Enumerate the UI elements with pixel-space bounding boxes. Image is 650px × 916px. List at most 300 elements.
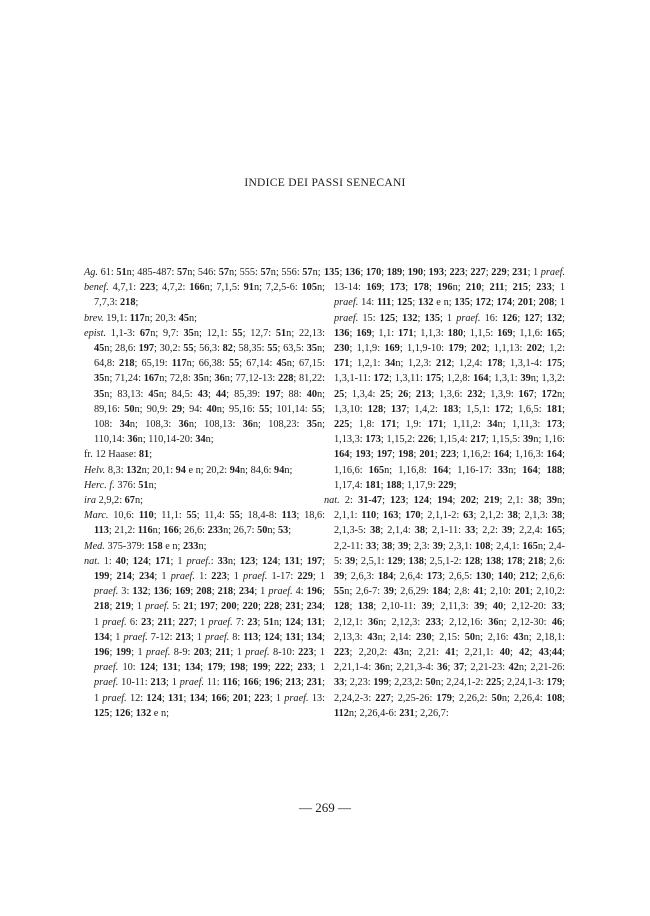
page-ref: 38 <box>551 510 563 522</box>
page-ref: 169 <box>356 327 372 339</box>
page-ref: 108 <box>546 692 563 704</box>
page-ref: 132 <box>546 312 563 324</box>
page-ref: 51 <box>116 267 127 278</box>
page-ref: 201 <box>514 586 531 598</box>
page-ref: 165 <box>522 540 538 552</box>
page-ref: 166 <box>163 525 179 537</box>
page-ref: 213 <box>285 677 301 689</box>
page-number: — 269 — <box>299 800 351 815</box>
page-ref: 39 <box>421 601 432 613</box>
work-abbreviation: praef. <box>334 312 359 324</box>
page-ref: 213 <box>175 631 191 643</box>
page-ref: 36 <box>437 662 448 674</box>
page-ref: 33 <box>334 677 345 689</box>
index-entry: Herc. f. 376: 51n; <box>84 479 157 491</box>
page-ref: 232 <box>467 388 483 400</box>
page-ref: 33 <box>465 525 476 537</box>
page-ref: 57 <box>302 267 313 278</box>
page-ref: 67 <box>139 327 151 339</box>
page-ref: 173 <box>365 434 381 446</box>
page-ref: 164 <box>522 464 538 476</box>
work-abbreviation: praef. <box>204 631 230 643</box>
page-ref: 219 <box>484 495 500 507</box>
page-ref: 126 <box>501 312 518 324</box>
page-ref: 179 <box>448 343 464 355</box>
work-abbreviation: praef. <box>123 631 148 643</box>
work-abbreviation: nat. <box>84 555 100 567</box>
page-ref: 34 <box>195 434 206 446</box>
page-ref: 179 <box>207 662 223 674</box>
page-ref: 55 <box>267 343 278 355</box>
page-ref: 42 <box>508 662 519 674</box>
page-ref: 43 <box>197 388 208 400</box>
page-title: INDICE DEI PASSI SENECANI <box>244 177 406 189</box>
page-ref: 220 <box>242 601 258 613</box>
page-ref: 184 <box>377 571 394 583</box>
page-ref: 55 <box>334 586 345 598</box>
page-ref: 34 <box>119 419 130 431</box>
page-ref: 134 <box>189 692 206 704</box>
page-ref: 190 <box>407 267 424 278</box>
page-ref: 212 <box>519 571 536 583</box>
page-ref: 173 <box>389 282 406 294</box>
page-ref: 44 <box>551 647 563 659</box>
page-ref: 110 <box>138 510 154 522</box>
page-ref: 165 <box>546 525 563 537</box>
index-entry: Marc. 10,6: 110; 11,1: 55; 11,4: 55; 18,4-8: 113; 18,6: 113; 21,2: 116n; 166; 26,6: 233n; 26,7: 50n; 53; <box>84 510 325 537</box>
page-ref: 215 <box>512 282 529 294</box>
page-ref: 129 <box>387 555 403 567</box>
page-ref: 164 <box>546 449 563 461</box>
page-ref: 166 <box>189 282 205 294</box>
page-ref: 229 <box>297 571 313 583</box>
page-ref: 178 <box>506 555 523 567</box>
work-abbreviation: praef. <box>94 662 119 674</box>
page-ref: 212 <box>436 358 452 370</box>
page-ref: 183 <box>442 403 459 415</box>
page-ref: 223 <box>211 571 227 583</box>
page-ref: 45 <box>148 388 159 400</box>
index-entry: brev. 19,1: 117n; 20,3: 45n; <box>84 312 198 324</box>
page-ref: 223 <box>298 647 314 659</box>
page-ref: 51 <box>263 616 274 628</box>
page-ref: 128 <box>464 555 480 567</box>
page-ref: 175 <box>425 373 442 385</box>
page-ref: 39 <box>397 540 409 552</box>
page-ref: 196 <box>306 586 323 598</box>
work-abbreviation: praef. <box>284 692 309 704</box>
page-ref: 91 <box>243 282 254 294</box>
page-ref: 112 <box>334 707 349 719</box>
work-abbreviation: Herc. f. <box>84 479 115 491</box>
page-ref: 124 <box>264 631 280 643</box>
index-entry: benef. 4,7,1: 223; 4,7,2: 166n; 7,1,5: 91n; 7,2,5-6: 105n; 7,7,3: 218; <box>84 282 325 309</box>
page-ref: 193 <box>428 267 444 278</box>
page-ref: 23 <box>141 616 152 628</box>
page-ref: 42 <box>519 647 530 659</box>
page-ref: 44 <box>215 388 227 400</box>
page-ref: 223 <box>334 647 350 659</box>
page-ref: 226 <box>417 434 434 446</box>
index-entry: epist. 1,1-3: 67n; 9,7: 35n; 12,1: 55; 12,7: 51n; 22,13: 45n; 28,6: 197; 30,2: 55; 56,3: 82; 58,35: 55; 63,5: 35n; 64,8: 218; 65,19: 117n; 66,38: 55; 67,14: 45n; 67,15: 35n; 71,24: 167n; 72,8: 35n; 36n; 77,12-13: 228; 81,22: 35n; 83,13: 45n; 84,5: 43; 44; 85,39: 197; 88: 40n; 89,16: 50n; 90,9: 29; 94: 40n; 95,16: 55; 101,14: 55; 108: 34n; 108,3: 36n; 108,13: 36n; 108,23: 35n; 110,14: 36n; 110,14-20: 34n; <box>84 327 326 446</box>
page-ref: 111 <box>377 297 392 309</box>
index-entry: Med. 375-379: 158 e n; 233n; <box>84 540 207 552</box>
index-entry: nat. 2: 31-47; 123; 124; 194; 202; 219; 2,1: 38; 39n; 2,1,1: 110; 163; 170; 2,1,1-2: 63; 2,1,2: 38; 2,1,3: 38; 2,1,3-5: 38; 2,1,4: 38; 2,1-11: 33; 2,2: 39; 2,2,4: 165; 2,2-11: 33; 38; 39; 2,3: 39; 2,3,1: 108; 2,4,1: 165n; 2,4-5: 39; 2,5,1: 129; 138; 2,5,1-2: 128; 138; 178; 218; 2,6: 39; 2,6,3: 184; 2,6,4: 173; 2,6,5: 130; 140; 212; 2,6,6: 55n; 2,6-7: 39; 2,6,29: 184; 2,8: 41; 2,10: 201; 2,10,2: 128; 138; 2,10-11: 39; 2,11,3: 39; 40; 2,12-20: 33; 2,12,1: 36n; 2,12,3: 233; 2,12,16: 36n; 2,12-30: 46; 2,13,3: 43n; 2,14: 230; 2,15: 50n; 2,16: 43n; 2,18,1: 223; 2,20,2: 43n; 2,21: 41; 2,21,1: 40; 42; 43;44; 2,21,1-4: 36n; 2,21,3-4: 36; 37; 2,21-23: 42n; 2,21-26: 33; 2,23: 199; 2,23,2: 50n; 2,24,1-2: 225; 2,24,1-3: 179; 2,24,2-3: 227; 2,25-26: 179; 2,26,2: 50n; 2,26,4: 108; 112n; 2,26,4-6: 231; 2,26,7: <box>324 495 566 719</box>
page-ref: 108 <box>474 540 491 552</box>
page-ref: 113 <box>281 510 297 522</box>
page-ref: 170 <box>365 267 382 278</box>
page-ref: 124 <box>139 662 156 674</box>
page-ref: 164 <box>473 373 489 385</box>
work-abbreviation: nat. <box>324 495 340 507</box>
page-ref: 227 <box>178 616 194 628</box>
page-ref: 94 <box>229 464 240 476</box>
page-ref: 131 <box>306 616 323 628</box>
page-ref: 50 <box>257 525 268 537</box>
page-ref: 200 <box>221 601 237 613</box>
page-ref: 43 <box>513 631 524 643</box>
page-ref: 39 <box>523 434 534 446</box>
page-ref: 166 <box>211 692 227 704</box>
page-ref: 211 <box>157 616 173 628</box>
page-ref: 124 <box>262 555 278 567</box>
page-ref: 51 <box>138 479 149 491</box>
page-ref: 128 <box>367 403 384 415</box>
page-ref: 234 <box>138 571 155 583</box>
page-ref: 202 <box>460 495 477 507</box>
page-ref: 38 <box>370 525 381 537</box>
page-ref: 201 <box>232 692 249 704</box>
page-ref: 43 <box>393 647 404 659</box>
page-ref: 35 <box>193 373 204 385</box>
page-ref: 35 <box>306 419 317 431</box>
page-ref: 171 <box>427 419 444 431</box>
page-ref: 202 <box>526 343 543 355</box>
page-ref: 136 <box>334 327 350 339</box>
page-ref: 137 <box>391 403 407 415</box>
index-entry: ira 2,9,2: 67n; <box>84 495 143 507</box>
page-ref: 171 <box>398 327 414 339</box>
page-ref: 40 <box>306 388 317 400</box>
page-ref: 29 <box>171 403 183 415</box>
page-ref: 25 <box>334 388 345 400</box>
page-ref: 35 <box>183 327 194 339</box>
page-ref: 40 <box>499 647 510 659</box>
page-ref: 181 <box>365 479 381 491</box>
page-ref: 45 <box>94 343 105 355</box>
page-ref: 124 <box>146 692 162 704</box>
page-ref: 135 <box>454 297 470 309</box>
page-ref: 36 <box>214 373 225 385</box>
page-ref: 218 <box>94 601 110 613</box>
page-ref: 21 <box>183 601 194 613</box>
page-ref: 229 <box>491 267 507 278</box>
page-ref: 164 <box>493 449 510 461</box>
page-ref: 45 <box>276 358 287 370</box>
page-ref: 127 <box>524 312 540 324</box>
page-ref: 231 <box>399 707 415 719</box>
page-ref: 163 <box>382 510 399 522</box>
page-ref: 188 <box>546 464 563 476</box>
page-ref: 35 <box>94 373 105 385</box>
work-abbreviation: praef. <box>94 677 119 689</box>
page-ref: 197 <box>376 449 393 461</box>
work-abbreviation: Marc. <box>84 510 109 522</box>
page-ref: 134 <box>94 631 110 643</box>
page-ref: 193 <box>355 449 371 461</box>
page-ref: 33 <box>217 555 228 567</box>
page-ref: 169 <box>384 343 400 355</box>
page-ref: 94 <box>175 464 186 476</box>
page-ref: 50 <box>491 692 502 704</box>
page-ref: 233 <box>297 662 313 674</box>
page-ref: 172 <box>373 373 390 385</box>
page-ref: 208 <box>196 586 212 598</box>
page-ref: 228 <box>263 601 280 613</box>
page-ref: 138 <box>485 555 502 567</box>
index-entry: fr. 12 Haase: 81; <box>84 449 153 461</box>
page-ref: 94 <box>274 464 285 476</box>
page-ref: 131 <box>285 631 301 643</box>
page-ref: 135 <box>324 267 340 278</box>
index-entry: nat. 1: 40; 124; 171; 1 praef.: 33n; 123; 124; 131; 197; 199; 214; 234; 1 praef. 1: 223; 1 praef. 1-17: 229; 1 praef. 3: 132; 136; 169; 208; 218; 234; 1 praef. 4: 196; 218; 219; 1 praef. 5: 21; 197; 200; 220; 228; 231; 234; 1 praef. 6: 23; 211; 227; 1 praef. 7: 23; 51n; 124; 131; 134; 1 praef. 7-12: 213; 1 praef. 8: 113; 124; 131; 134; 196; 199; 1 praef. 8-9: 203; 211; 1 praef. 8-10: 223; 1 praef. 10: 124; 131; 134; 179; 198; 199; 222; 233; 1 praef. 10-11: 213; 1 praef. 11: 116; 166; 196; 213; 231; 1 praef. 12: 124; 131; 134; 166; 201; 223; 1 praef. 13: 125; 126; 132 e n; <box>84 555 326 719</box>
page-ref: 165 <box>368 464 385 476</box>
page-ref: 188 <box>386 479 402 491</box>
work-abbreviation: praef. <box>268 586 293 598</box>
page-ref: 50 <box>425 677 436 689</box>
work-abbreviation: praef. <box>540 267 566 278</box>
page-ref: 225 <box>334 419 350 431</box>
page-ref: 165 <box>546 327 563 339</box>
page-ref: 164 <box>432 464 449 476</box>
page-ref: 178 <box>413 282 429 294</box>
page-ref: 113 <box>243 631 259 643</box>
page-ref: 55 <box>259 403 270 415</box>
page-ref: 218 <box>119 358 135 370</box>
page-ref: 50 <box>464 631 475 643</box>
page-ref: 230 <box>334 343 350 355</box>
page-ref: 132 <box>135 707 152 719</box>
page-ref: 180 <box>447 327 464 339</box>
page-ref: 218 <box>120 297 136 309</box>
page-ref: 134 <box>184 662 201 674</box>
page-ref: 222 <box>274 662 291 674</box>
work-abbreviation: Med. <box>84 540 105 552</box>
page-ref: 223 <box>449 267 465 278</box>
page-ref: 213 <box>150 677 166 689</box>
page-ref: 39 <box>344 555 356 567</box>
page-ref: 138 <box>357 601 374 613</box>
page-ref: 217 <box>470 434 486 446</box>
work-abbreviation: praef. <box>102 692 127 704</box>
page-ref: 26 <box>398 388 409 400</box>
page-ref: 208 <box>538 297 555 309</box>
page-ref: 63 <box>463 510 474 522</box>
index-entry: 135; 136; 170; 189; 190; 193; 223; 227; 229; 231; 1 praef. 13-14: 169; 173; 178; 196n; 210; 211; 215; 233; 1 praef. 14: 111; 125; 132 e n; 135; 172; 174; 201; 208; 1 praef. 15: 125; 132; 135; 1 praef. 16: 126; 127; 132; 136; 169; 1,1: 171; 1,1,3: 180; 1,1,5: 169; 1,1,6: 165; 230; 1,1,9: 169; 1,1,9-10: 179; 202; 1,1,13: 202; 1,2: 171; 1,2,1: 34n; 1,2,3: 212; 1,2,4: 178; 1,3,1-4: 175; 1,3,1-11: 172; 1,3,11: 175; 1,2,8: 164; 1,3,1: 39n; 1,3,2: 25; 1,3,4: 25; 26; 213; 1,3,6: 232; 1,3,9: 167; 172n; 1,3,10: 128; 137; 1,4,2: 183; 1,5,1: 172; 1,6,5: 181; 225; 1,8: 171; 1,9: 171; 1,11,2: 34n; 1,11,3: 173; 1,13,3: 173; 1,15,2: 226; 1,15,4: 217; 1,15,5: 39n; 1,16: 164; 193; 197; 198; 201; 223; 1,16,2: 164; 1,16,3: 164; 1,16,6: 165n; 1,16,8: 164; 1,16-17: 33n; 164; 188; 1,17,4: 181; 188; 1,17,9: 229; <box>324 267 566 491</box>
page-ref: 67 <box>124 495 135 507</box>
page-ref: 197 <box>306 555 323 567</box>
work-abbreviation: praef. <box>208 616 233 628</box>
page-ref: 197 <box>138 343 155 355</box>
page-ref: 199 <box>115 647 132 659</box>
page-ref: 38 <box>414 525 426 537</box>
page-ref: 211 <box>215 647 231 659</box>
page-ref: 197 <box>199 601 216 613</box>
page-ref: 201 <box>517 297 534 309</box>
page-ref: 131 <box>284 555 300 567</box>
page-ref: 25 <box>380 388 391 400</box>
index-column-right <box>324 265 565 721</box>
page-ref: 172 <box>541 388 557 400</box>
page-ref: 194 <box>437 495 453 507</box>
page-ref: 171 <box>380 419 397 431</box>
page-ref: 82 <box>222 343 233 355</box>
page-ref: 228 <box>277 373 294 385</box>
page-ref: 233 <box>182 540 199 552</box>
index-entry: Helv. 8,3: 132n; 20,1: 94 e n; 20,2: 94n; 84,6: 94n; <box>84 464 293 476</box>
page-ref: 174 <box>496 297 513 309</box>
work-abbreviation: praef. <box>456 312 481 324</box>
page-ref: 39 <box>501 525 513 537</box>
work-abbreviation: praef. <box>146 647 171 659</box>
page-ref: 43 <box>367 631 378 643</box>
page-ref: 229 <box>438 479 454 491</box>
page-ref: 40 <box>115 555 126 567</box>
page-ref: 33 <box>497 464 509 476</box>
page-ref: 39 <box>520 373 531 385</box>
page-ref: 40 <box>206 403 217 415</box>
page-ref: 179 <box>546 677 563 689</box>
page-ref: 130 <box>475 571 492 583</box>
page-ref: 55 <box>232 327 243 339</box>
page-ref: 234 <box>238 586 255 598</box>
page-ref: 33 <box>365 540 377 552</box>
page-ref: 55 <box>311 403 323 415</box>
page-ref: 136 <box>153 586 170 598</box>
page-ref: 46 <box>551 616 563 628</box>
page-ref: 57 <box>218 267 230 278</box>
page-ref: 132 <box>402 312 418 324</box>
page-ref: 38 <box>528 495 539 507</box>
page-ref: 223 <box>254 692 270 704</box>
page-ref: 196 <box>437 282 453 294</box>
page-ref: 201 <box>419 449 435 461</box>
page-ref: 214 <box>116 571 132 583</box>
page-ref: 135 <box>424 312 440 324</box>
page-ref: 113 <box>94 525 109 537</box>
page-ref: 50 <box>124 403 135 415</box>
page-ref: 123 <box>239 555 256 567</box>
page-ref: 55 <box>229 510 240 522</box>
page-ref: 35 <box>306 343 317 355</box>
page-ref: 116 <box>222 677 238 689</box>
page-ref: 233 <box>425 616 441 628</box>
page-ref: 218 <box>528 555 544 567</box>
page-ref: 36 <box>367 616 379 628</box>
page-ref: 227 <box>375 692 391 704</box>
page-ref: 131 <box>162 662 178 674</box>
page-ref: 231 <box>306 677 323 689</box>
page-ref: 172 <box>494 403 511 415</box>
work-abbreviation: Helv. <box>84 464 106 476</box>
work-abbreviation: praef. <box>94 586 119 598</box>
page-ref: 57 <box>260 267 271 278</box>
page-ref: 179 <box>436 692 452 704</box>
page-ref: 125 <box>396 297 413 309</box>
page-ref: 124 <box>132 555 149 567</box>
page-ref: 55 <box>228 358 240 370</box>
page-ref: 198 <box>398 449 414 461</box>
page-ref: 51 <box>275 327 287 339</box>
page-ref: 231 <box>285 601 301 613</box>
work-abbreviation: praef. <box>170 571 195 583</box>
page-ref: 36 <box>127 434 138 446</box>
page-ref: 196 <box>264 677 280 689</box>
page-ref: 125 <box>94 707 110 719</box>
page-ref: 38 <box>507 510 518 522</box>
page-ref: 105 <box>301 282 317 294</box>
page-ref: 167 <box>518 388 534 400</box>
work-abbreviation: ira <box>84 495 97 507</box>
page-ref: 116 <box>137 525 153 537</box>
index-column-left <box>84 265 325 721</box>
page-ref: 189 <box>386 267 403 278</box>
page-ref: 36 <box>178 419 189 431</box>
page-ref: 132 <box>132 586 148 598</box>
page-ref: 181 <box>546 403 563 415</box>
page-ref: 234 <box>306 601 323 613</box>
page-ref: 131 <box>167 692 184 704</box>
work-abbreviation: praef. <box>186 555 211 567</box>
page-ref: 40 <box>492 601 504 613</box>
page-ref: 202 <box>471 343 487 355</box>
page-ref: 169 <box>366 282 382 294</box>
page-ref: 81 <box>138 449 150 461</box>
page-ref: 223 <box>139 282 156 294</box>
page-ref: 230 <box>416 631 432 643</box>
page-ref: 169 <box>497 327 513 339</box>
page-ref: 126 <box>114 707 131 719</box>
page-ref: 124 <box>285 616 301 628</box>
page-ref: 140 <box>497 571 514 583</box>
page-ref: 136 <box>344 267 361 278</box>
page-ref: 178 <box>487 358 503 370</box>
work-abbreviation: praef. <box>243 571 268 583</box>
page-ref: 172 <box>475 297 491 309</box>
page-ref: 199 <box>373 677 389 689</box>
page-ref: 210 <box>465 282 482 294</box>
page-ref: 43 <box>538 647 549 659</box>
page-ref: 123 <box>390 495 406 507</box>
page-ref: 219 <box>115 601 131 613</box>
work-abbreviation: praef. <box>334 297 359 309</box>
page-ref: 225 <box>485 677 502 689</box>
page-ref: 31-47 <box>358 495 383 507</box>
work-abbreviation: praef. <box>245 647 270 659</box>
work-abbreviation: praef. <box>179 677 205 689</box>
page-ref: 132 <box>418 297 434 309</box>
page-ref: 39 <box>432 540 443 552</box>
work-abbreviation: praef. <box>102 616 127 628</box>
page-ref: 34 <box>385 358 396 370</box>
page-ref: 124 <box>413 495 430 507</box>
page-ref: 34 <box>487 419 498 431</box>
page-ref: 41 <box>445 647 456 659</box>
page-ref: 233 <box>207 525 224 537</box>
page-ref: 33 <box>551 601 563 613</box>
page-ref: 117 <box>129 312 145 324</box>
page-ref: 211 <box>489 282 505 294</box>
